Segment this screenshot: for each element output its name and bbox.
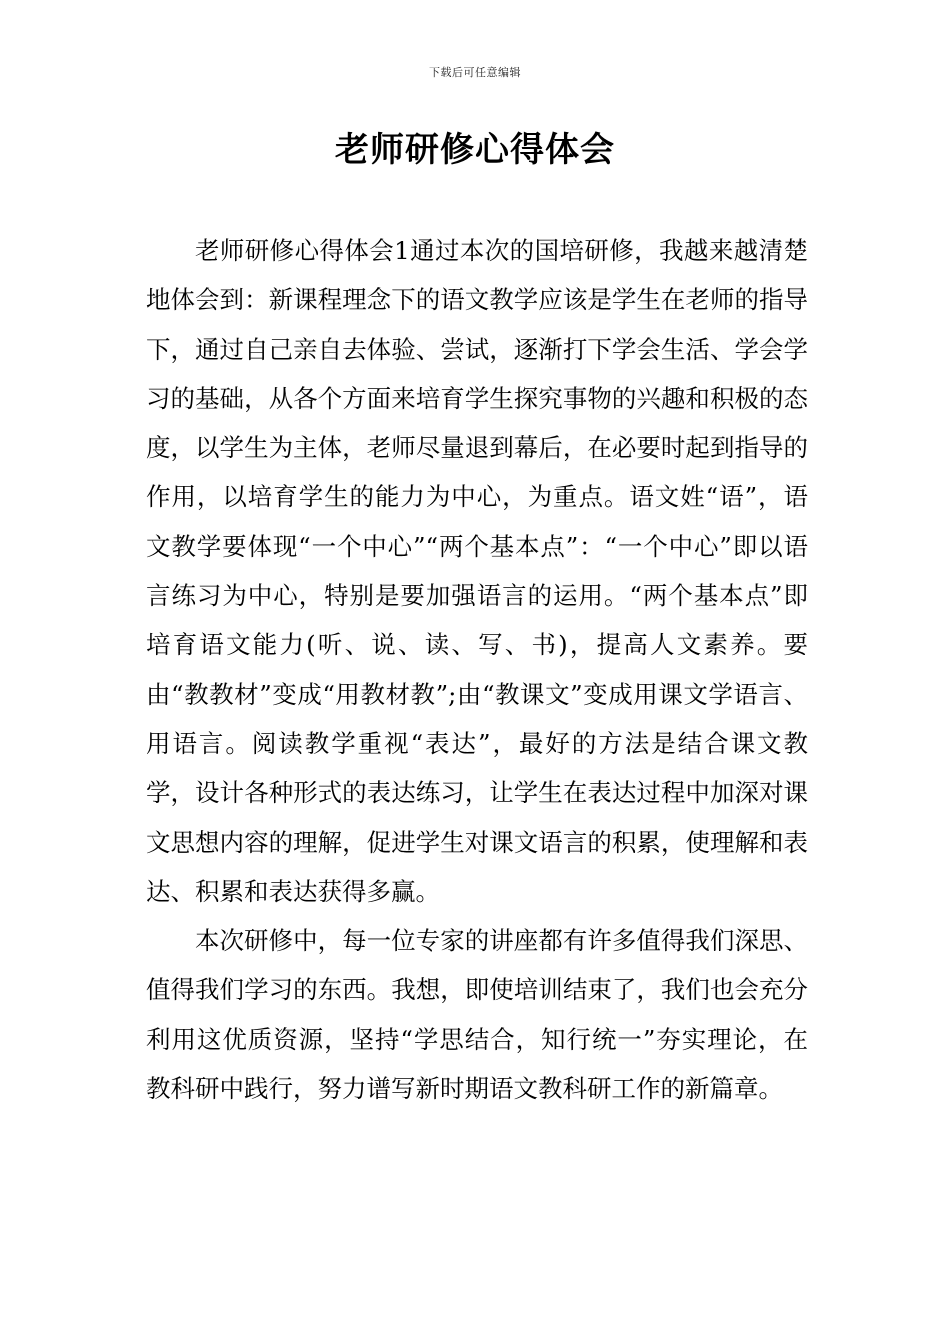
header-note: 下载后可任意编辑	[429, 66, 521, 79]
document-body	[146, 226, 808, 1113]
page-title: 老师研修心得体会	[335, 130, 615, 170]
paragraph-1: 老师研修心得体会1通过本次的国培研修，我越来越清楚地体会到：新课程理念下的语文教学应该是学生在老师的指导下，通过自己亲自去体验、尝试，逐渐打下学会生活、学会学习的基础，从各个方面来培育学生探究事物的兴趣和积极的态度，以学生为主体，老师尽量退到幕后，在必要时起到指导的作用，以培育学生的能力为中心，为重点。语文姓“语”，语文教学要体现“一个中心”“两个基本点”：“一个中心”即以语言练习为中心，特别是要加强语言的运用。“两个基本点”即培育语文能力(听、说、读、写、书)，提高人文素养。要由“教教材”变成“用教材教”;由“教课文”变成用课文学语言、用语言。阅读教学重视“表达”，最好的方法是结合课文教学，设计各种形式的表达练习，让学生在表达过程中加深对课文思想内容的理解，促进学生对课文语言的积累，使理解和表达、积累和表达获得多赢。	[146, 236, 808, 906]
paragraph-2: 本次研修中，每一位专家的讲座都有许多值得我们深思、值得我们学习的东西。我想，即使培训结束了，我们也会充分利用这优质资源，坚持“学思结合，知行统一”夯实理论，在教科研中践行，努力谱写新时期语文教科研工作的新篇章。	[146, 926, 808, 1104]
